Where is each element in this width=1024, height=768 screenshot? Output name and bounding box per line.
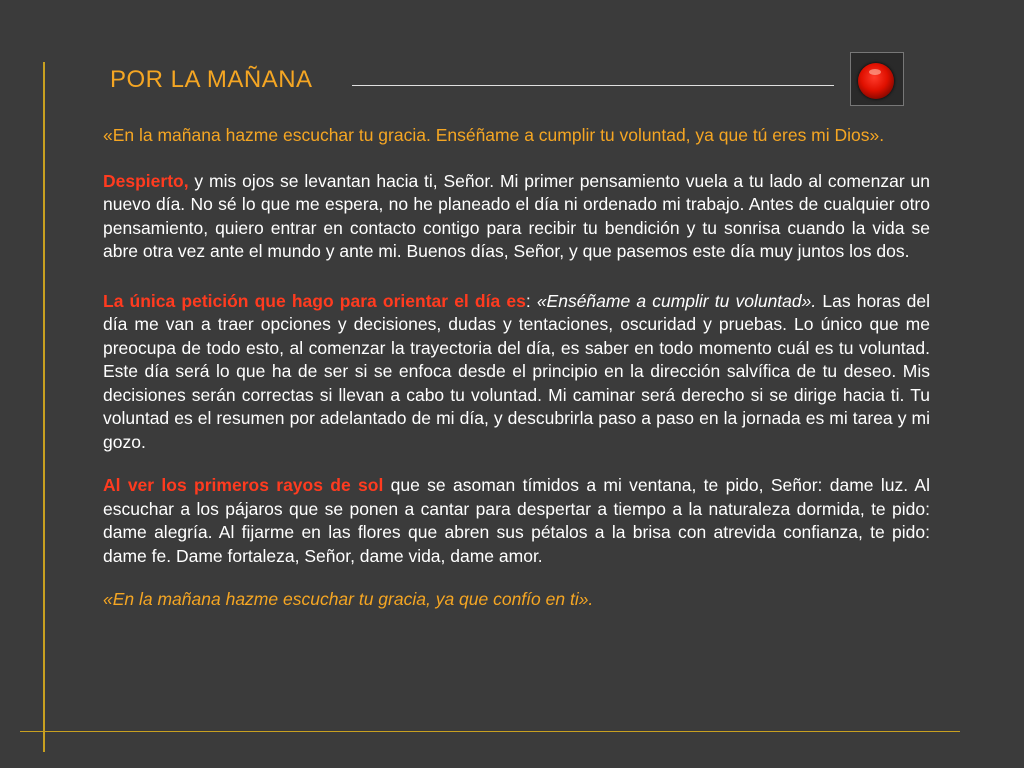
closing-quote: «En la mañana hazme escuchar tu gracia, ya que confío en ti». [103, 589, 594, 609]
red-light-icon [850, 52, 904, 106]
paragraph-petition-text: Las horas del día me van a traer opciones y decisiones, dudas y tentaciones, oscuridad y pruebas. Lo único que me preocupa de todo esto, al comenzar la trayectoria del día, es saber en todo momento cuál es tu voluntad. Este día será lo que ha de ser si se enfoca desde el principio en la dirección salvífica de tu deseo. Mis decisiones serán correctas si llevan a cabo tu voluntad. Mi caminar será derecho si se dirige hacia ti. Tu voluntad es el resumen por adelantado de mi día, y descubrirla paso a paso en la jornada es mi tarea y mi gozo. [103, 290, 930, 452]
page-title: POR LA MAÑANA [110, 66, 313, 93]
left-vertical-rule [43, 62, 45, 752]
paragraph-petition-lead: La única petición que hago para orientar el día es [103, 290, 526, 311]
bottom-horizontal-rule [20, 731, 960, 732]
paragraph-awakening-lead: Despierto, [103, 170, 189, 191]
paragraph-petition-colon: : [525, 290, 537, 311]
intro-quote: «En la mañana hazme escuchar tu gracia. Enséñame a cumplir tu voluntad, ya que tú eres mi Dios». [103, 125, 885, 145]
paragraph-awakening [103, 170, 930, 264]
paragraph-petition [103, 290, 930, 455]
paragraph-sunrise-lead: Al ver los primeros rayos de sol [103, 475, 384, 495]
paragraph-petition-quote: «Enséñame a cumplir tu voluntad». [536, 290, 817, 311]
paragraph-sunrise-text: que se asoman tímidos a mi ventana, te pido, Señor: dame luz. Al escuchar a los pájaros que se ponen a cantar para despertar a tiempo a la naturaleza dormida, te pido: dame alegría. Al fijarme en las flores que abren sus pétalos a la brisa con atrevida confianza, te pido: dame fe. Dame fortaleza, Señor, dame vida, dame amor. [103, 475, 930, 566]
text-body [103, 124, 930, 612]
paragraph-sunrise [103, 474, 930, 568]
title-underline-rule [352, 85, 834, 86]
paragraph-awakening-text: y mis ojos se levantan hacia ti, Señor. Mi primer pensamiento vuela a tu lado al comenzar un nuevo día. No sé lo que me espera, no he planeado el día ni ordenado mi trabajo. Antes de cualquier otro pensamiento, quiero entrar en contacto contigo para recibir tu bendición y tu sonrisa cuando la vida se abre otra vez ante el mundo y ante mi. Buenos días, Señor, y que pasemos este día muy juntos los dos. [103, 170, 930, 261]
red-light-glare [869, 69, 881, 75]
